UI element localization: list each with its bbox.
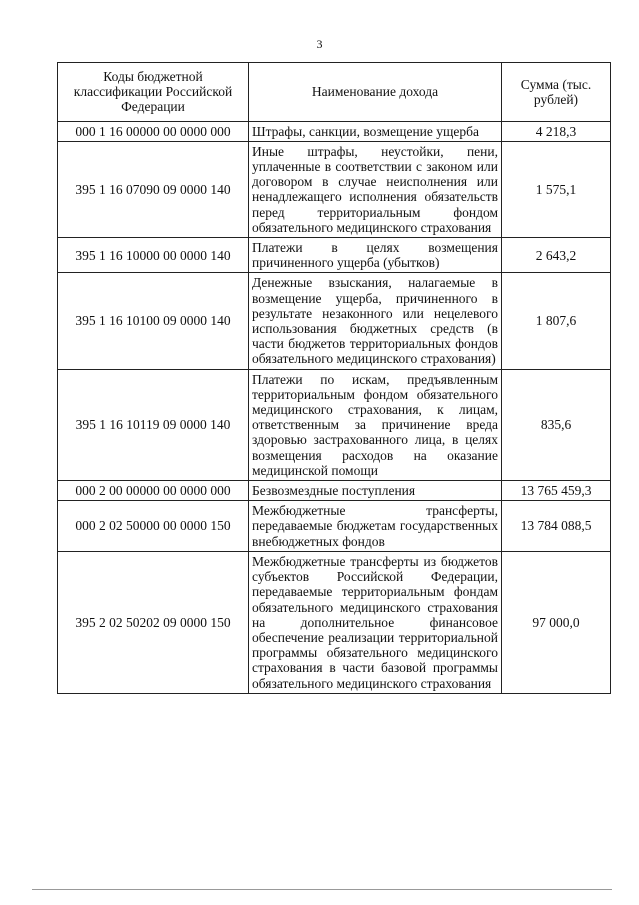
table-header-row (58, 63, 611, 122)
page-bottom-rule (32, 889, 612, 890)
header-sum: Сумма (тыс. рублей) (502, 63, 611, 122)
income-sum: 13 784 088,5 (502, 501, 611, 552)
header-name: Наименование дохода (249, 63, 502, 122)
budget-code: 000 2 02 50000 00 0000 150 (58, 501, 249, 552)
income-table (57, 62, 611, 694)
budget-code: 395 1 16 10100 09 0000 140 (58, 273, 249, 369)
table-row (58, 273, 611, 369)
income-sum: 97 000,0 (502, 551, 611, 693)
income-name: Штрафы, санкции, возмещение ущерба (249, 121, 502, 141)
table-row (58, 121, 611, 141)
header-code: Коды бюджетной классификации Российской Федерации (58, 63, 249, 122)
income-name: Иные штрафы, неустойки, пени, уплаченные в соответствии с законом или договором в случае неисполнения или ненадлежащего исполнения обязательств перед территориальным фондом обязательного медицинского страхования (249, 141, 502, 237)
income-name: Платежи по искам, предъявленным территориальным фондом обязательного медицинского страхования, к лицам, ответственным за причинение вреда здоровью застрахованного лица, в целях возмещения расходов на оказание медицинской помощи (249, 369, 502, 480)
income-sum: 4 218,3 (502, 121, 611, 141)
income-sum: 2 643,2 (502, 238, 611, 273)
table-row (58, 481, 611, 501)
table-row (58, 551, 611, 693)
income-sum: 1 575,1 (502, 141, 611, 237)
budget-code: 000 1 16 00000 00 0000 000 (58, 121, 249, 141)
table-row (58, 238, 611, 273)
income-name: Межбюджетные трансферты из бюджетов субъектов Российской Федерации, передаваемые территориальным фондам обязательного медицинского страхования на дополнительное финансовое обеспечение реализации территориальной программы обязательного медицинского страхования в части базовой программы обязательного медицинского страхования (249, 551, 502, 693)
table-row (58, 501, 611, 552)
table-row (58, 369, 611, 480)
page-number: 3 (316, 37, 323, 51)
income-name: Межбюджетные трансферты, передаваемые бюджетам государственных внебюджетных фондов (249, 501, 502, 552)
budget-code: 000 2 00 00000 00 0000 000 (58, 481, 249, 501)
budget-code: 395 1 16 10000 00 0000 140 (58, 238, 249, 273)
budget-code: 395 2 02 50202 09 0000 150 (58, 551, 249, 693)
budget-code: 395 1 16 07090 09 0000 140 (58, 141, 249, 237)
budget-code: 395 1 16 10119 09 0000 140 (58, 369, 249, 480)
income-sum: 835,6 (502, 369, 611, 480)
income-name: Денежные взыскания, налагаемые в возмещение ущерба, причиненного в результате незаконного или нецелевого использования бюджетных средств (в части бюджетов территориальных фондов обязательного медицинского страхования) (249, 273, 502, 369)
income-sum: 1 807,6 (502, 273, 611, 369)
income-name: Платежи в целях возмещения причиненного ущерба (убытков) (249, 238, 502, 273)
income-sum: 13 765 459,3 (502, 481, 611, 501)
table-row (58, 141, 611, 237)
income-name: Безвозмездные поступления (249, 481, 502, 501)
